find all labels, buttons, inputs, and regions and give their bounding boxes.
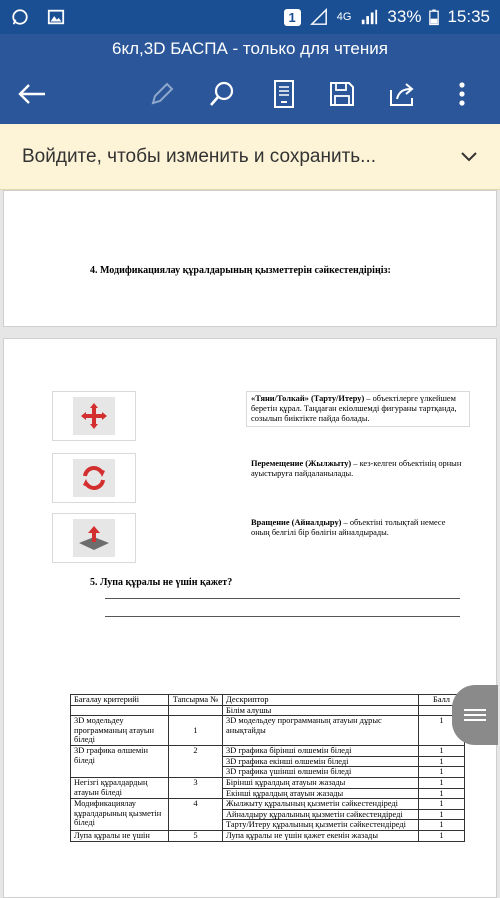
descriptor-cell: Бірінші құралдың атауын жазады <box>223 777 419 788</box>
network-type: 4G <box>336 11 352 23</box>
table-header: Дескриптор <box>223 695 419 706</box>
table-row <box>71 799 465 810</box>
points-cell: 1 <box>419 716 465 746</box>
document-page <box>3 190 497 327</box>
question-5: 5. Лупа құралы не үшін қажет? <box>90 577 233 588</box>
signal-bars-icon <box>359 8 379 26</box>
criterion-cell: 3D графика өлшемін біледі <box>71 746 169 778</box>
pencil-icon <box>148 80 176 108</box>
points-cell: 1 <box>419 767 465 778</box>
mobile-view-button[interactable] <box>268 78 300 110</box>
share-icon <box>388 80 418 108</box>
description-text: – объектіні толықтай немесе оның белгілі бір бөлігін айналдырады. <box>251 518 446 537</box>
icon-box <box>52 453 136 503</box>
rotate-icon <box>80 464 108 492</box>
edit-button[interactable] <box>146 78 178 110</box>
mobile-view-icon <box>271 79 297 109</box>
sign-in-banner[interactable] <box>0 124 500 190</box>
criterion-cell: Лупа құралы не үшін <box>71 830 169 841</box>
more-vertical-icon <box>458 81 466 107</box>
clock: 15:35 <box>447 7 490 26</box>
task-cell: 3 <box>169 777 223 798</box>
answer-line <box>105 598 460 599</box>
description-box <box>246 511 470 541</box>
more-options-button[interactable] <box>446 78 478 110</box>
points-cell: 1 <box>419 777 465 788</box>
search-icon <box>208 80 236 108</box>
save-button[interactable] <box>326 78 358 110</box>
description-text: – кез-келген объектінің орнын ауыстыруға пайдаланылады. <box>251 459 462 478</box>
answer-line <box>105 616 460 617</box>
descriptor-cell: Екінші құралдың атауын жазады <box>223 788 419 799</box>
description-box <box>246 452 470 482</box>
task-cell: 4 <box>169 799 223 831</box>
search-button[interactable] <box>206 78 238 110</box>
table-header: Балл <box>419 695 465 706</box>
descriptor-cell: 3D модельдеу программаның атауын дұрыс анықтайды <box>223 716 419 746</box>
description-title: Вращение (Айналдыру) <box>251 518 342 527</box>
table-subheader: Білім алушы <box>223 705 419 716</box>
signal-icon <box>309 8 329 26</box>
whatsapp-icon <box>10 8 30 26</box>
question-4: 4. Модификациялау құралдарының қызметтерін сәйкестендіріңіз: <box>90 265 391 276</box>
table-row <box>71 746 465 757</box>
back-button[interactable] <box>16 78 48 110</box>
move-icon <box>79 401 109 431</box>
table-row <box>71 716 465 746</box>
descriptor-cell: Жылжыту құралының қызметін сәйкестендіреді <box>223 799 419 810</box>
document-title: 6кл,3D БАСПА - только для чтения <box>0 34 500 64</box>
points-cell: 1 <box>419 788 465 799</box>
chevron-down-icon[interactable] <box>460 151 478 163</box>
points-cell: 1 <box>419 809 465 820</box>
save-icon <box>328 80 356 108</box>
points-cell: 1 <box>419 830 465 841</box>
points-cell: 1 <box>419 820 465 831</box>
battery-level: 33% <box>387 7 422 26</box>
criterion-cell: Модификациялау құралдарының қызметін біледі <box>71 799 169 831</box>
table-header: Бағалау критерийі <box>71 695 169 706</box>
table-row <box>71 777 465 788</box>
icon-box <box>52 391 136 441</box>
assessment-table <box>70 694 465 842</box>
notification-badge: 1 <box>284 9 301 26</box>
descriptor-cell: 3D графика екінші өлшемін біледі <box>223 756 419 767</box>
icon-box <box>52 513 136 563</box>
descriptor-cell: Тарту/Итеру құралының қызметін сәйкестендіреді <box>223 820 419 831</box>
table-header: Тапсырма № <box>169 695 223 706</box>
table-row <box>71 830 465 841</box>
banner-text: Войдите, чтобы изменить и сохранить... <box>22 145 377 167</box>
app-toolbar <box>0 64 500 124</box>
scroll-handle[interactable] <box>452 685 498 745</box>
status-bar <box>0 0 500 34</box>
task-cell: 2 <box>169 746 223 778</box>
battery-icon <box>429 8 439 26</box>
descriptor-cell: 3D графика үшінші өлшемін біледі <box>223 767 419 778</box>
descriptor-cell: Лупа құралы не үшін қажет екенін жазады <box>223 830 419 841</box>
criterion-cell: Негізгі құралдардың атауын біледі <box>71 777 169 798</box>
points-cell: 1 <box>419 756 465 767</box>
points-cell: 1 <box>419 746 465 757</box>
description-text: – объектілерге үлкейшем беретін құрал. Таңдаған екіөлшемді фигураны тартқанда, созылып биіктікте пайда болады. <box>251 394 457 423</box>
description-title: Перемещение (Жылжыту) <box>251 459 352 468</box>
descriptor-cell: Айналдыру құралының қызметін сәйкестендіреді <box>223 809 419 820</box>
task-cell: 1 <box>169 716 223 746</box>
points-cell: 1 <box>419 799 465 810</box>
gallery-icon <box>46 8 66 26</box>
share-button[interactable] <box>387 78 419 110</box>
criterion-cell: 3D модельдеу программаның атауын біледі <box>71 716 169 746</box>
description-box <box>246 391 470 427</box>
task-cell: 5 <box>169 830 223 841</box>
back-arrow-icon <box>17 82 47 106</box>
document-page <box>3 338 497 898</box>
descriptor-cell: 3D графика бірінші өлшемін біледі <box>223 746 419 757</box>
table-header-row <box>71 695 465 706</box>
push-pull-icon <box>77 523 111 553</box>
drag-lines-icon <box>462 707 488 723</box>
table-subheader-row <box>71 705 465 716</box>
description-title: «Тяни/Толкай» (Тарту/Итеру) <box>251 394 365 403</box>
